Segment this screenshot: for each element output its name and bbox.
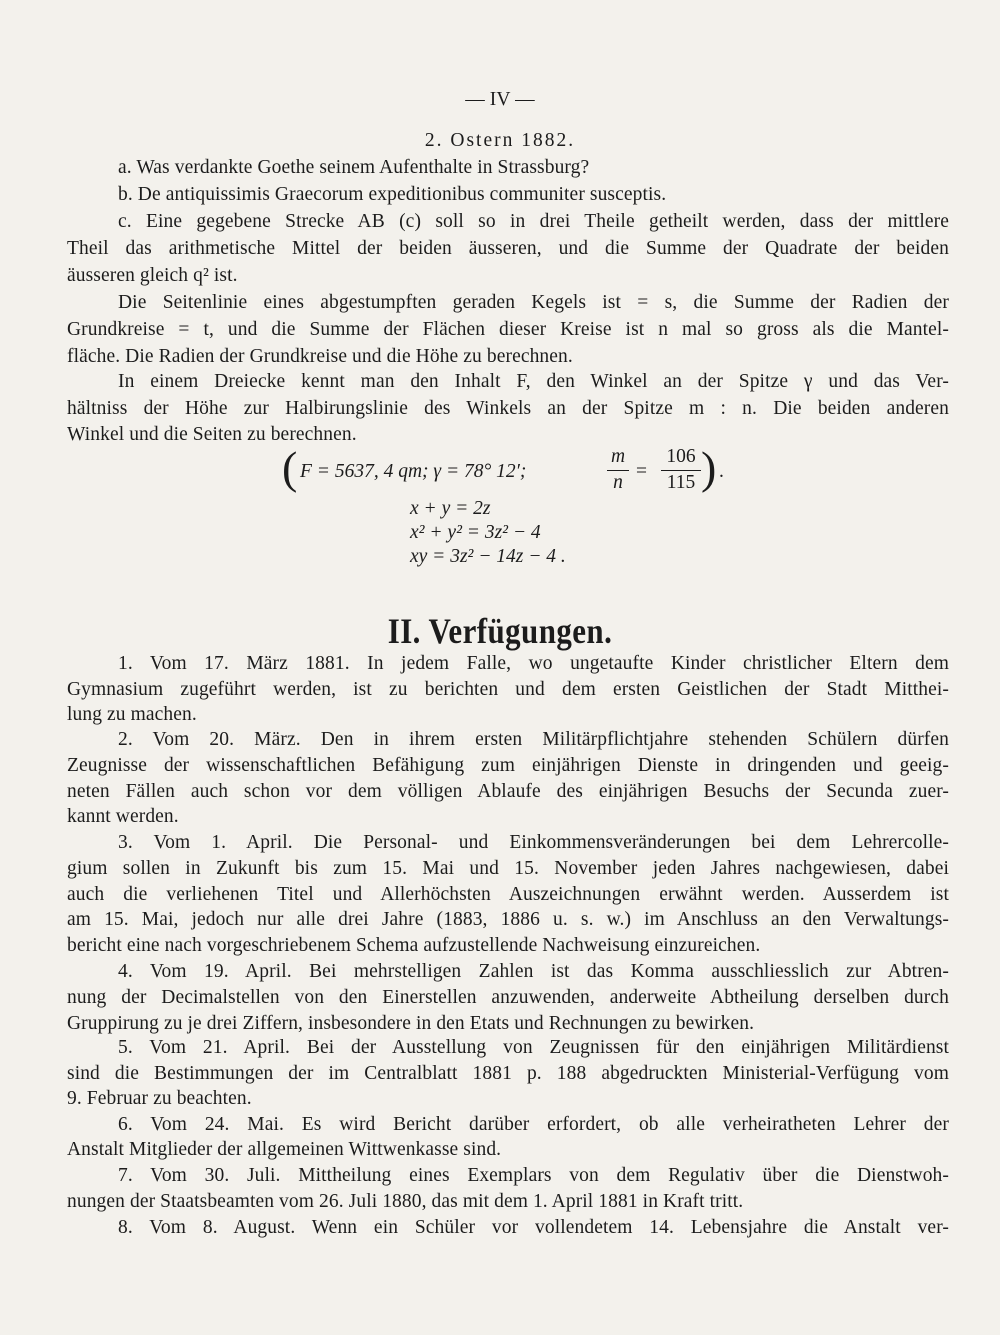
order-4-line2: nung der Decimalstellen von den Einerstellen anzuwenden, anderweite Abtheilung derselben durch bbox=[67, 987, 949, 1008]
problem1-line1: Die Seitenlinie eines abgestumpften geraden Kegels ist = s, die Summe der Radien der bbox=[118, 292, 949, 313]
topic-b: b. De antiquissimis Graecorum expeditionibus communiter susceptis. bbox=[118, 184, 667, 205]
order-2-line1: 2. Vom 20. März. Den in ihrem ersten Militärpflichtjahre stehenden Schülern dürfen bbox=[118, 729, 949, 750]
formula-dot: . bbox=[719, 461, 724, 482]
order-3-line4: am 15. Mai, jedoch nur alle drei Jahre (1883, 1886 u. s. w.) im Anschluss an den Verwaltungs- bbox=[67, 909, 949, 930]
topic-c-line1: c. Eine gegebene Strecke AB (c) soll so in drei Theile getheilt werden, dass der mittlere bbox=[118, 211, 949, 232]
order-1-line3: lung zu machen. bbox=[67, 704, 197, 725]
fraction-m: m bbox=[610, 446, 626, 467]
order-2-line3: neten Fällen auch schon vor dem völligen Ablaufe des einjährigen Besuchs der Secunda zuer- bbox=[67, 781, 949, 802]
problem2-line1: In einem Dreiecke kennt man den Inhalt F, den Winkel an der Spitze γ und das Ver- bbox=[118, 371, 949, 392]
topic-c-line2: Theil das arithmetische Mittel der beiden äusseren, und die Summe der Quadrate der beiden bbox=[67, 238, 949, 259]
formula-equals: = bbox=[636, 461, 647, 482]
order-7-line1: 7. Vom 30. Juli. Mittheilung eines Exemplars von dem Regulativ über die Dienstwoh- bbox=[118, 1165, 949, 1186]
order-3-line2: gium sollen in Zukunft bis zum 15. Mai und 15. November jeden Jahres nachgewiesen, dabei bbox=[67, 858, 949, 879]
order-4-line1: 4. Vom 19. April. Bei mehrstelligen Zahlen ist das Komma ausschliesslich zur Abtren- bbox=[118, 961, 949, 982]
equation-3: xy = 3z² − 14z − 4 . bbox=[410, 546, 566, 567]
fraction-bar-ratio bbox=[661, 470, 701, 471]
formula-given: F = 5637, 4 qm; γ = 78° 12′; bbox=[300, 461, 527, 482]
topic-a: a. Was verdankte Goethe seinem Aufenthalte in Strassburg? bbox=[118, 157, 590, 178]
topic-c-line3: äusseren gleich q² ist. bbox=[67, 265, 238, 286]
order-1-line2: Gymnasium zugeführt werden, ist zu berichten und dem ersten Geistlichen der Stadt Mitthei- bbox=[67, 679, 949, 700]
order-3-line3: auch die verliehenen Titel und Allerhöchsten Auszeichnungen erwähnt werden. Ausserdem ist bbox=[67, 884, 949, 905]
order-5-line1: 5. Vom 21. April. Bei der Ausstellung von Zeugnissen für den einjährigen Militärdienst bbox=[118, 1037, 949, 1058]
order-2-line4: kannt werden. bbox=[67, 806, 179, 827]
order-7-line2: nungen der Staatsbeamten vom 26. Juli 1880, das mit dem 1. April 1881 in Kraft tritt. bbox=[67, 1191, 744, 1212]
order-6-line1: 6. Vom 24. Mai. Es wird Bericht darüber erfordert, ob alle verheiratheten Lehrer der bbox=[118, 1114, 949, 1135]
page-number: — IV — bbox=[465, 89, 535, 110]
order-3-line5: bericht eine nach vorgeschriebenem Schema aufzustellende Nachweisung einzureichen. bbox=[67, 935, 761, 956]
order-5-line2: sind die Bestimmungen der im Centralblatt 1881 p. 188 abgedruckten Ministerial-Verfügung vom bbox=[67, 1063, 949, 1084]
problem2-line2: hältniss der Höhe zur Halbirungslinie des Winkels an der Spitze m : n. Die beiden anderen bbox=[67, 398, 949, 419]
formula-close-paren: ) bbox=[701, 442, 717, 493]
order-3-line1: 3. Vom 1. April. Die Personal- und Einkommensveränderungen bei dem Lehrercolle- bbox=[118, 832, 949, 853]
order-4-line3: Gruppirung zu je drei Ziffern, insbesondere in den Etats und Rechnungen zu bewirken. bbox=[67, 1013, 755, 1034]
equation-2: x² + y² = 3z² − 4 bbox=[410, 522, 541, 543]
fraction-bar-mn bbox=[607, 470, 629, 471]
order-8-line1: 8. Vom 8. August. Wenn ein Schüler vor vollendetem 14. Lebensjahre die Anstalt ver- bbox=[118, 1217, 949, 1238]
problem1-line3: fläche. Die Radien der Grundkreise und die Höhe zu berechnen. bbox=[67, 346, 573, 367]
problem1-line2: Grundkreise = t, und die Summe der Flächen dieser Kreise ist n mal so gross als die Mantel- bbox=[67, 319, 949, 340]
section-heading-verfuegungen: II. Verfügungen. bbox=[387, 611, 613, 651]
problem2-line3: Winkel und die Seiten zu berechnen. bbox=[67, 424, 357, 445]
order-5-line3: 9. Februar zu beachten. bbox=[67, 1088, 252, 1109]
formula-open-paren: ( bbox=[282, 442, 298, 493]
section-title-ostern: 2. Ostern 1882. bbox=[424, 130, 576, 151]
fraction-115: 115 bbox=[666, 472, 696, 493]
fraction-106: 106 bbox=[666, 446, 696, 467]
order-6-line2: Anstalt Mitglieder der allgemeinen Wittwenkasse sind. bbox=[67, 1139, 502, 1160]
order-1-line1: 1. Vom 17. März 1881. In jedem Falle, wo ungetaufte Kinder christlicher Eltern dem bbox=[118, 653, 949, 674]
fraction-n: n bbox=[613, 472, 623, 493]
order-2-line2: Zeugnisse der wissenschaftlichen Befähigung zum einjährigen Dienste in dringenden und geeig- bbox=[67, 755, 949, 776]
equation-1: x + y = 2z bbox=[410, 498, 491, 519]
